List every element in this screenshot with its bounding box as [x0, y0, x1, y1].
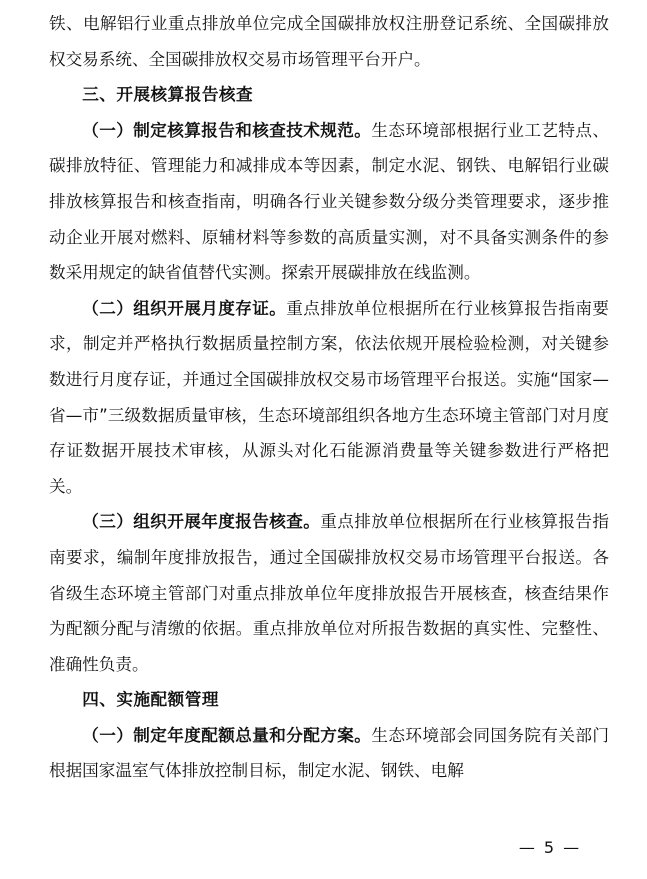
paragraph-item-4-1 [49, 718, 609, 789]
section-heading-4: 四、实施配额管理 [82, 690, 219, 710]
paragraph-continuation: 铁、电解铝行业重点排放单位完成全国碳排放权注册登记系统、全国碳排放权交易系统、全国碳排放权交易市场管理平台开户。 [49, 14, 609, 69]
paragraph-item-3-3 [49, 504, 609, 682]
item-body: 重点排放单位根据所在行业核算报告指南要求，编制年度排放报告，通过全国碳排放权交易市场管理平台报送。各省级生态环境主管部门对重点排放单位年度排放报告开展核查，核查结果作为配额分配与清缴的依据。重点排放单位对所报告数据的真实性、完整性、准确性负责。 [49, 512, 610, 674]
item-body: 重点排放单位根据所在行业核算报告指南要求，制定并严格执行数据质量控制方案，依法依规开展检验检测，对关键参数进行月度存证，并通过全国碳排放权交易市场管理平台报送。实施“国家—省—市”三级数据质量审核，生态环境部组织各地方生态环境主管部门对月度存证数据开展技术审核，从源头对化石能源消费量等关键参数进行严格把关。 [49, 298, 610, 496]
item-lead: （一）制定核算报告和核查技术规范。 [82, 120, 372, 140]
item-body: 生态环境部会同国务院有关部门根据国家温室气体排放控制目标，制定水泥、钢铁、电解 [49, 725, 610, 781]
paragraph-item-3-2 [49, 291, 609, 505]
item-lead: （一）制定年度配额总量和分配方案。 [82, 725, 372, 745]
section-heading-3: 三、开展核算报告核查 [82, 85, 254, 105]
paragraph-item-3-1 [49, 113, 609, 291]
item-lead: （三）组织开展年度报告核查。 [82, 512, 321, 532]
page-number: — 5 — [518, 838, 582, 857]
item-lead: （二）组织开展月度存证。 [82, 298, 287, 318]
document-page [49, 6, 609, 789]
item-body: 生态环境部根据行业工艺特点、碳排放特征、管理能力和减排成本等因素，制定水泥、钢铁、电解铝行业碳排放核算报告和核查指南，明确各行业关键参数分级分类管理要求，逐步推动企业开展对燃料、原辅材料等参数的高质量实测，对不具备实测条件的参数采用规定的缺省值替代实测。探索开展碳排放在线监测。 [49, 120, 610, 283]
